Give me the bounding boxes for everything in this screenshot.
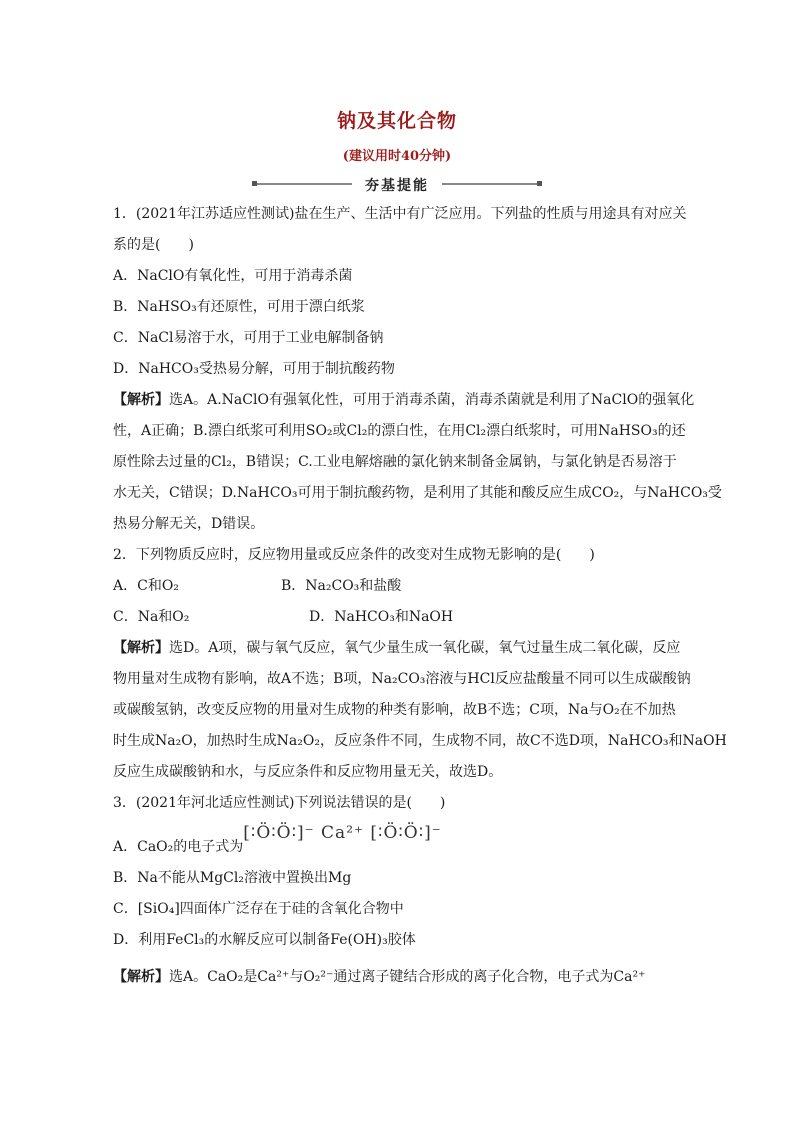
q2-options-row1 xyxy=(113,571,688,602)
q2-analysis-tag: 【解析】 xyxy=(113,640,169,656)
q2-option-d: D．NaHCO₃和NaOH xyxy=(309,609,454,625)
q1-analysis-line5: 热易分解无关，D错误。 xyxy=(113,516,265,532)
q1-analysis-line1 xyxy=(113,385,695,416)
q1-option-c: C．NaCl易溶于水，可用于工业电解制备钠 xyxy=(113,330,384,346)
section-header xyxy=(252,175,542,193)
q1-option-b: B．NaHSO₃有还原性，可用于漂白纸浆 xyxy=(113,299,365,315)
question-content xyxy=(113,199,727,993)
q1-option-a: A．NaClO有氧化性，可用于消毒杀菌 xyxy=(113,268,353,284)
q3-option-b: B．Na不能从MgCl₂溶液中置换出Mg xyxy=(113,870,352,886)
divider-dot-left xyxy=(252,181,257,186)
q3-analysis-line1 xyxy=(113,962,688,993)
q1-option-d: D．NaHCO₃受热易分解，可用于制抗酸药物 xyxy=(113,361,395,377)
q3-stem: 3．(2021年河北适应性测试)下列说法错误的是( ) xyxy=(113,795,446,811)
q1-analysis-text1: 选A。A.NaClO有强氧化性，可用于消毒杀菌，消毒杀菌就是利用了NaClO的强氧化 xyxy=(169,392,695,408)
q2-option-b: B．Na₂CO₃和盐酸 xyxy=(281,578,402,594)
q2-analysis-text1: 选D。A项，碳与氧气反应，氧气少量生成一氧化碳，氧气过量生成二氧化碳，反应 xyxy=(169,640,681,656)
q3-option-a xyxy=(113,819,688,863)
q2-option-c: C．Na和O₂ xyxy=(113,609,190,625)
q1-analysis-line4: 水无关，C错误；D.NaHCO₃可用于制抗酸药物，是利用了其能和酸反应生成CO₂，与NaHCO₃受 xyxy=(113,485,722,501)
time-suggestion: (建议用时40分钟) xyxy=(342,149,452,164)
divider-left xyxy=(252,183,352,185)
q1-stem-line1: 1．(2021年江苏适应性测试)盐在生产、生活中有广泛应用。下列盐的性质与用途具有对应关 xyxy=(113,206,687,222)
q2-stem: 2．下列物质反应时，反应物用量或反应条件的改变对生成物无影响的是( ) xyxy=(113,547,595,563)
q3-option-a-text: A．CaO₂的电子式为 xyxy=(113,839,244,855)
q3-option-c: C．[SiO₄]四面体广泛存在于硅的含氧化合物中 xyxy=(113,901,404,917)
q2-analysis-line5: 反应生成碳酸钠和水，与反应条件和反应物用量无关，故选D。 xyxy=(113,764,503,780)
q2-analysis-line4: 时生成Na₂O，加热时生成Na₂O₂，反应条件不同，生成物不同，故C不选D项，NaHCO₃和NaOH xyxy=(113,733,727,749)
q2-option-a: A．C和O₂ xyxy=(113,578,179,594)
divider-right xyxy=(442,183,542,185)
q3-option-d: D．利用FeCl₃的水解反应可以制备Fe(OH)₃胶体 xyxy=(113,932,416,948)
q1-analysis-tag: 【解析】 xyxy=(113,392,169,408)
q2-analysis-line2: 物用量对生成物有影响，故A不选；B项，Na₂CO₃溶液与HCl反应盐酸量不同可以生成碳酸钠 xyxy=(113,671,691,687)
page-title: 钠及其化合物 xyxy=(336,110,457,132)
q2-analysis-line1 xyxy=(113,633,688,664)
q2-options-row2 xyxy=(113,602,688,633)
section-label: 夯基提能 xyxy=(365,178,429,194)
electron-formula: [∶Ö∶Ö∶]⁻ Ca²⁺ [∶Ö∶Ö∶]⁻ xyxy=(243,823,442,843)
q1-analysis-line2: 性，A正确；B.漂白纸浆可利用SO₂或Cl₂的漂白性，在用Cl₂漂白纸浆时，可用NaHSO₃的还 xyxy=(113,423,686,439)
q3-analysis-tag: 【解析】 xyxy=(113,969,169,985)
q1-stem-line2: 系的是( ) xyxy=(113,237,194,253)
q1-analysis-line3: 原性除去过量的Cl₂，B错误；C.工业电解熔融的氯化钠来制备金属钠，与氯化钠是否易溶于 xyxy=(113,454,677,470)
divider-dot-right xyxy=(537,181,542,186)
q2-analysis-line3: 或碳酸氢钠，改变反应物的用量对生成物的种类有影响，故B不选；C项，Na与O₂在不加热 xyxy=(113,702,676,718)
q3-analysis-text1: 选A。CaO₂是Ca²⁺与O₂²⁻通过离子键结合形成的离子化合物，电子式为Ca²⁺ xyxy=(169,969,646,985)
